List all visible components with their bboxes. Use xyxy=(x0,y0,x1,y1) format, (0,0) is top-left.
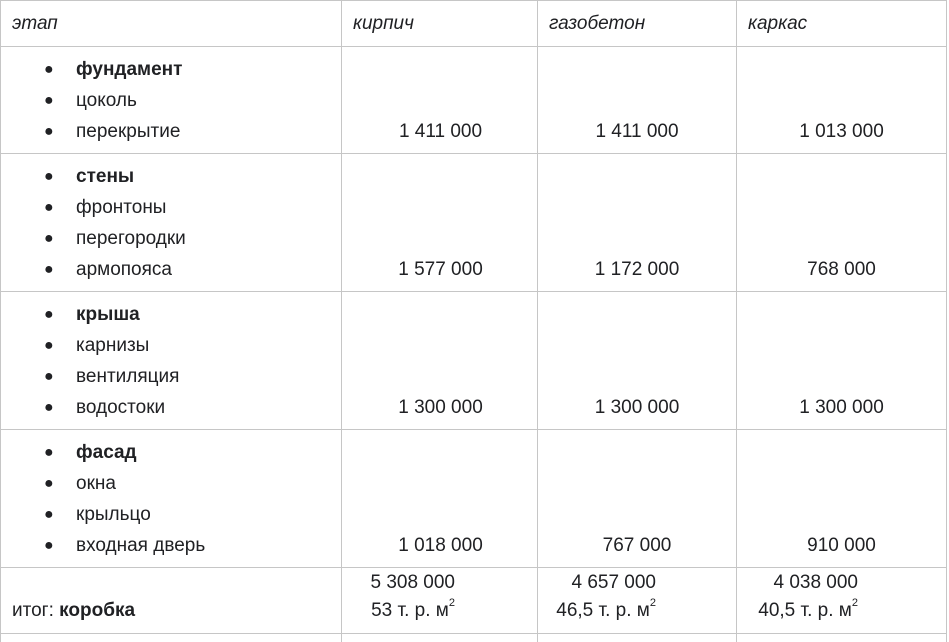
bullet-icon: ● xyxy=(44,192,54,223)
bullet-icon: ● xyxy=(44,54,54,85)
stage-items-cell[interactable] xyxy=(1,47,342,154)
stage-row-foundation xyxy=(1,47,947,154)
cell-aerated-concrete[interactable]: 767 000 xyxy=(538,430,737,568)
table-cell[interactable] xyxy=(1,634,342,642)
total-row xyxy=(1,568,947,634)
list-item: ● фронтоны xyxy=(1,192,341,223)
stage-items-cell[interactable] xyxy=(1,292,342,430)
header-brick[interactable]: кирпич xyxy=(342,1,538,47)
list-item: ● перегородки xyxy=(1,223,341,254)
bullet-icon: ● xyxy=(44,468,54,499)
total-label-bold: коробка xyxy=(59,600,135,621)
total-aerated-per-m2: 46,5 т. р. $м^2$ xyxy=(538,597,656,625)
list-item: ● вентиляция xyxy=(1,361,341,392)
table-cell[interactable] xyxy=(342,634,538,642)
table-cell[interactable] xyxy=(538,634,737,642)
total-frame-per-m2: 40,5 т. р. $м^2$ xyxy=(737,597,858,625)
list-item: ● крыша xyxy=(1,299,341,330)
stage-items-cell[interactable] xyxy=(1,430,342,568)
stage-item-list xyxy=(1,47,341,147)
list-item: ● стены xyxy=(1,161,341,192)
total-brick[interactable] xyxy=(342,568,538,634)
cell-aerated-concrete[interactable]: 1 411 000 xyxy=(538,47,737,154)
total-aerated-sum: 4 657 000 xyxy=(538,569,656,597)
bullet-icon: ● xyxy=(44,330,54,361)
cell-frame[interactable]: 910 000 xyxy=(737,430,947,568)
total-label-cell[interactable] xyxy=(1,568,342,634)
total-brick-per-m2: 53 т. р. $м^2$ xyxy=(344,597,455,625)
stage-row-facade xyxy=(1,430,947,568)
cell-brick[interactable]: 1 577 000 xyxy=(342,154,538,292)
bullet-icon: ● xyxy=(44,85,54,116)
list-item: ● крыльцо xyxy=(1,499,341,530)
list-item: ● фасад xyxy=(1,437,341,468)
header-row xyxy=(1,1,947,47)
total-label-prefix: итог: xyxy=(12,600,54,621)
list-item: ● карнизы xyxy=(1,330,341,361)
table-cell[interactable] xyxy=(737,634,947,642)
total-frame-sum: 4 038 000 xyxy=(737,569,858,597)
cell-frame[interactable]: 1 013 000 xyxy=(737,47,947,154)
list-item: ● перекрытие xyxy=(1,116,341,147)
cell-brick[interactable]: 1 411 000 xyxy=(342,47,538,154)
bullet-icon: ● xyxy=(44,499,54,530)
bullet-icon: ● xyxy=(44,361,54,392)
stage-items-cell[interactable] xyxy=(1,154,342,292)
list-item: ● окна xyxy=(1,468,341,499)
list-item: ● водостоки xyxy=(1,392,341,423)
partial-next-row xyxy=(1,634,947,642)
list-item: ● цоколь xyxy=(1,85,341,116)
cell-aerated-concrete[interactable]: 1 300 000 xyxy=(538,292,737,430)
cell-brick[interactable]: 1 300 000 xyxy=(342,292,538,430)
stage-row-roof xyxy=(1,292,947,430)
list-item: ● фундамент xyxy=(1,54,341,85)
cell-frame[interactable]: 768 000 xyxy=(737,154,947,292)
cell-brick[interactable]: 1 018 000 xyxy=(342,430,538,568)
bullet-icon: ● xyxy=(44,392,54,423)
cell-frame[interactable]: 1 300 000 xyxy=(737,292,947,430)
bullet-icon: ● xyxy=(44,223,54,254)
stage-item-list xyxy=(1,430,341,561)
header-stage[interactable]: этап xyxy=(1,1,342,47)
stage-row-walls xyxy=(1,154,947,292)
bullet-icon: ● xyxy=(44,116,54,147)
stage-item-list xyxy=(1,292,341,423)
cell-aerated-concrete[interactable]: 1 172 000 xyxy=(538,154,737,292)
stage-item-list xyxy=(1,154,341,285)
total-aerated-concrete[interactable] xyxy=(538,568,737,634)
bullet-icon: ● xyxy=(44,530,54,561)
bullet-icon: ● xyxy=(44,254,54,285)
list-item: ● входная дверь xyxy=(1,530,341,561)
total-brick-sum: 5 308 000 xyxy=(344,569,455,597)
list-item: ● армопояса xyxy=(1,254,341,285)
header-aerated-concrete[interactable]: газобетон xyxy=(538,1,737,47)
header-frame[interactable]: каркас xyxy=(737,1,947,47)
bullet-icon: ● xyxy=(44,161,54,192)
total-frame[interactable] xyxy=(737,568,947,634)
bullet-icon: ● xyxy=(44,299,54,330)
bullet-icon: ● xyxy=(44,437,54,468)
